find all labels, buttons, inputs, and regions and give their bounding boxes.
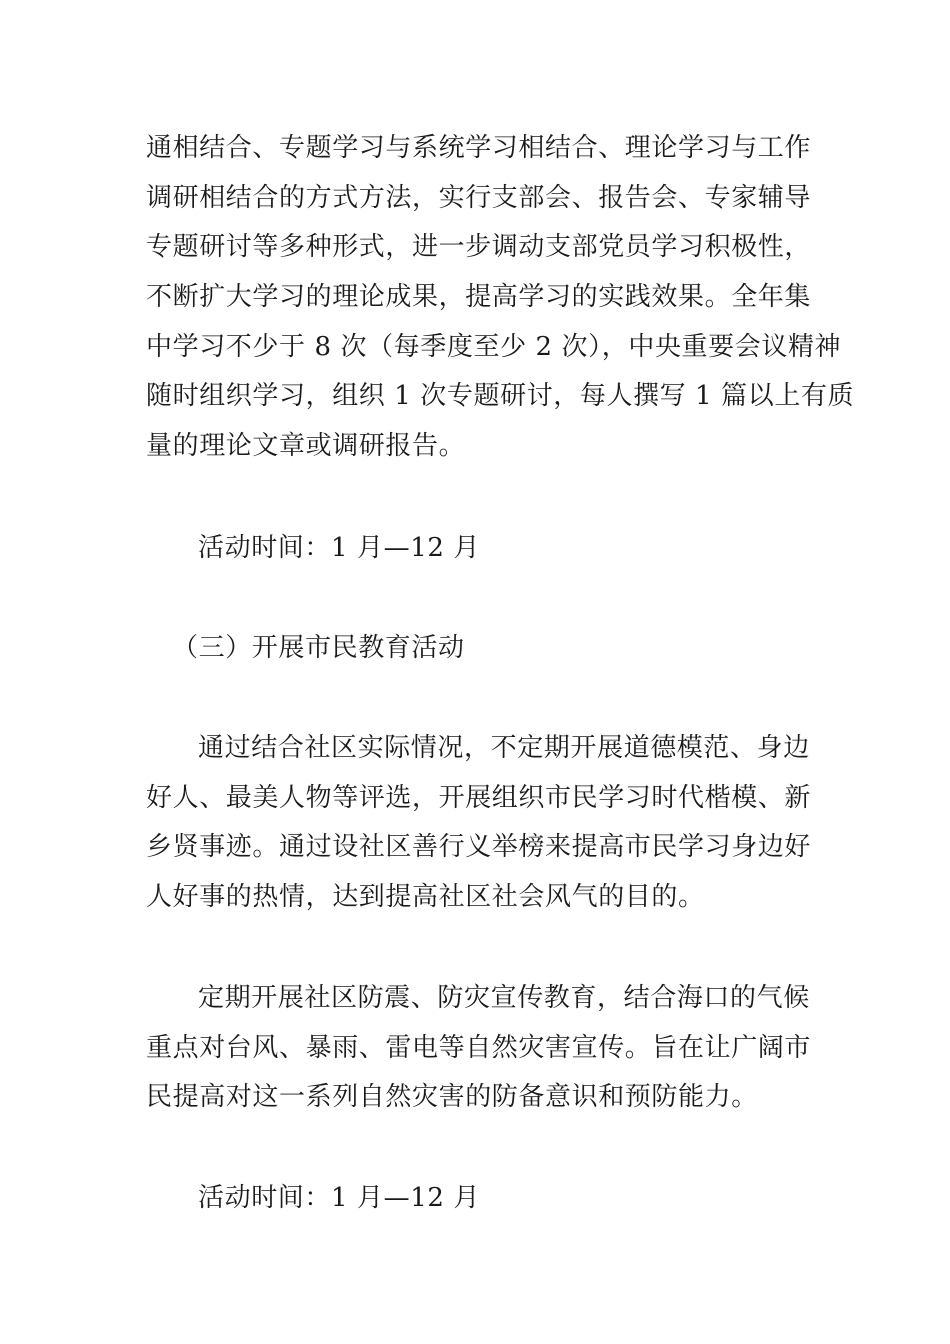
- paragraph-1-line-4: 不断扩大学习的理论成果，提高学习的实践效果。全年集: [146, 282, 812, 312]
- paragraph-1-line-3: 专题研讨等多种形式，进一步调动支部党员学习积极性，: [146, 232, 812, 262]
- activity-time-1: 活动时间：1 月—12 月: [198, 533, 480, 563]
- activity-time-2: 活动时间：1 月—12 月: [198, 1183, 480, 1213]
- paragraph-1-line-5: 中学习不少于 8 次（每季度至少 2 次），中央重要会议精神: [146, 332, 842, 362]
- paragraph-4-line-3: 乡贤事迹。通过设社区善行义举榜来提高市民学习身边好: [146, 832, 812, 862]
- paragraph-4-line-2: 好人、最美人物等评选，开展组织市民学习时代楷模、新: [146, 783, 812, 813]
- section-heading: （三）开展市民教育活动: [172, 633, 465, 663]
- paragraph-5-line-2: 重点对台风、暴雨、雷电等自然灾害宣传。旨在让广阔市: [146, 1033, 812, 1063]
- paragraph-4-line-4: 人好事的热情，达到提高社区社会风气的目的。: [146, 882, 705, 912]
- paragraph-5-line-1: 定期开展社区防震、防灾宣传教育，结合海口的气候: [198, 983, 810, 1013]
- paragraph-5-line-3: 民提高对这一系列自然灾害的防备意识和预防能力。: [146, 1082, 758, 1112]
- paragraph-1-line-7: 量的理论文章或调研报告。: [146, 431, 466, 461]
- paragraph-4-line-1: 通过结合社区实际情况，不定期开展道德模范、身边: [198, 733, 810, 763]
- paragraph-1-line-1: 通相结合、专题学习与系统学习相结合、理论学习与工作: [146, 133, 812, 163]
- paragraph-1-line-6: 随时组织学习，组织 1 次专题研讨，每人撰写 1 篇以上有质: [146, 381, 855, 411]
- paragraph-1-line-2: 调研相结合的方式方法，实行支部会、报告会、专家辅导: [146, 183, 812, 213]
